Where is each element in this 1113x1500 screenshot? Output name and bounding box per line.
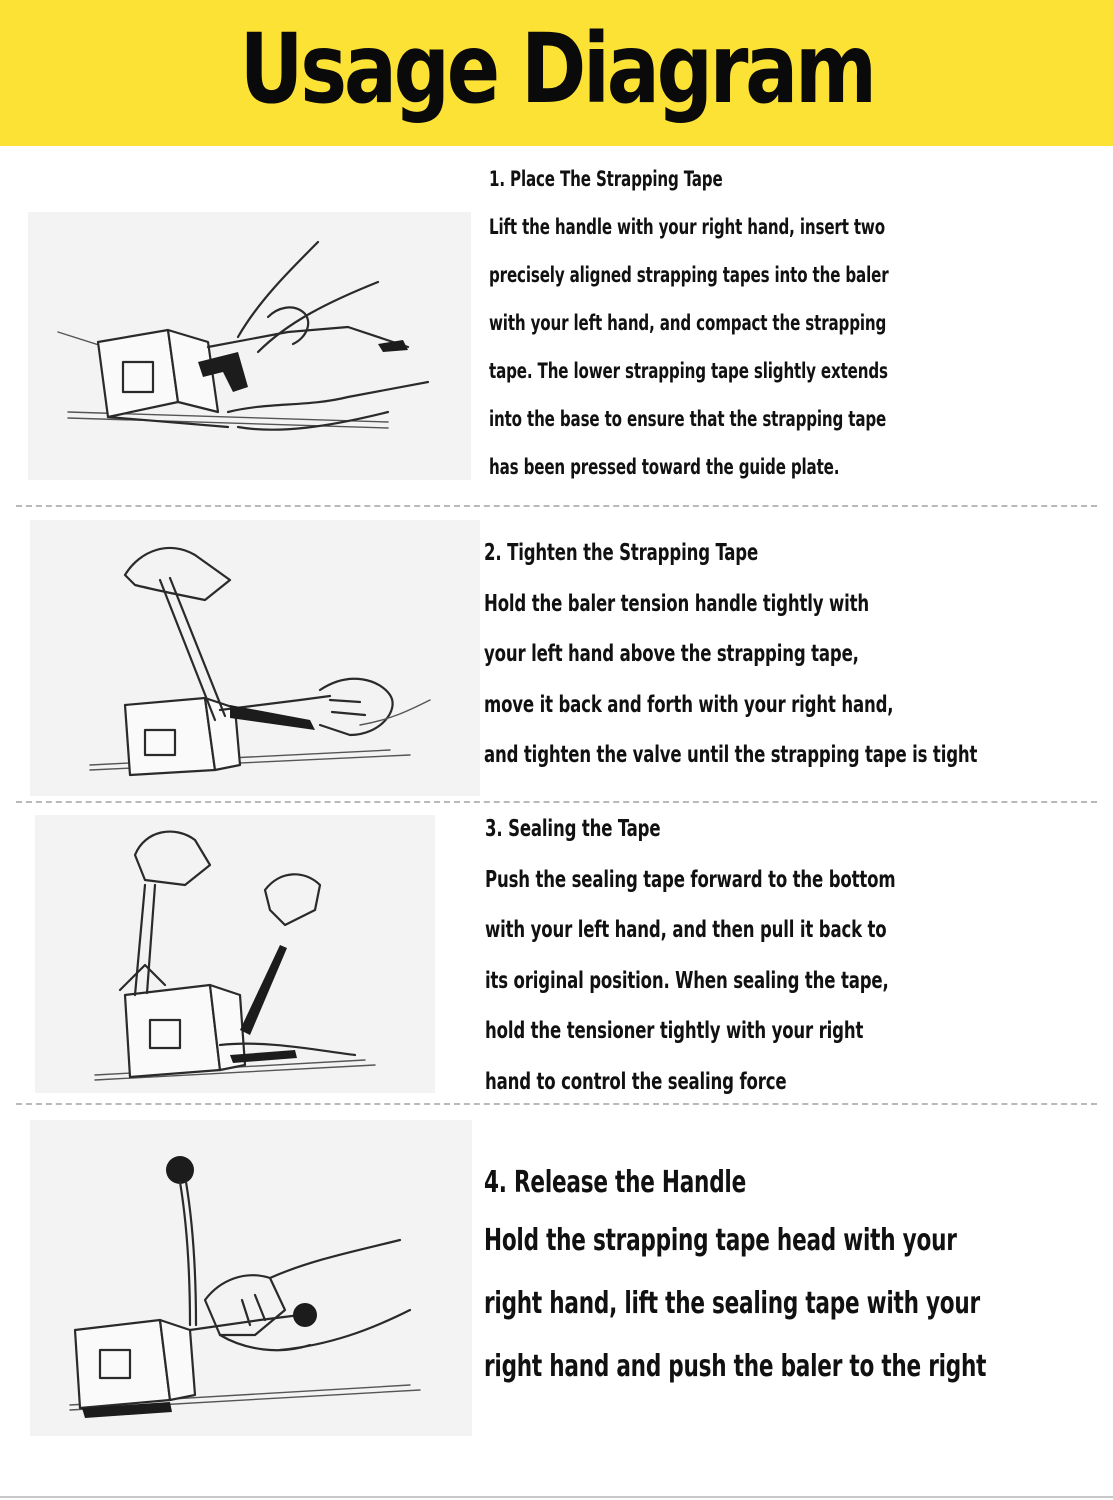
step-line: precisely aligned strapping tapes into the baler bbox=[489, 263, 889, 287]
divider bbox=[16, 1103, 1097, 1105]
step-line: its original position. When sealing the tape, bbox=[485, 967, 889, 994]
strapping-tool-icon bbox=[30, 520, 480, 796]
step-line: into the base to ensure that the strapping tape bbox=[489, 407, 887, 431]
step-line: your left hand above the strapping tape, bbox=[484, 641, 859, 667]
step-line: with your left hand, and compact the strapping bbox=[489, 311, 887, 335]
strapping-tool-icon bbox=[35, 815, 435, 1093]
step-title: 1. Place The Strapping Tape bbox=[489, 167, 723, 191]
step-line: has been pressed toward the guide plate. bbox=[489, 455, 840, 479]
divider bbox=[16, 801, 1097, 803]
step-4-text bbox=[484, 1160, 1112, 1407]
step-line: right hand and push the baler to the right bbox=[484, 1349, 987, 1384]
step-line: with your left hand, and then pull it back to bbox=[485, 917, 887, 943]
step-2-illustration bbox=[30, 520, 480, 796]
step-line: tape. The lower strapping tape slightly extends bbox=[489, 359, 888, 383]
step-line: Hold the baler tension handle tightly with bbox=[484, 590, 869, 617]
page-title: Usage Diagram bbox=[239, 13, 874, 125]
step-4-illustration bbox=[30, 1120, 472, 1436]
step-title: 4. Release the Handle bbox=[484, 1165, 746, 1200]
step-line: hold the tensioner tightly with your right bbox=[485, 1018, 864, 1044]
step-line: Lift the handle with your right hand, insert two bbox=[489, 215, 885, 239]
step-1-illustration bbox=[28, 212, 471, 480]
step-title: 3. Sealing the Tape bbox=[485, 816, 661, 842]
strapping-tool-icon bbox=[30, 1120, 472, 1436]
step-2-text bbox=[484, 536, 1101, 789]
bottom-border bbox=[0, 1496, 1113, 1498]
step-line: hand to control the sealing force bbox=[485, 1068, 787, 1095]
step-line: Hold the strapping tape head with your bbox=[484, 1223, 957, 1258]
divider bbox=[16, 505, 1097, 507]
step-3-text bbox=[485, 812, 998, 1115]
step-title: 2. Tighten the Strapping Tape bbox=[484, 540, 759, 566]
strapping-tool-icon bbox=[28, 212, 471, 480]
header-banner bbox=[0, 0, 1113, 146]
step-line: move it back and forth with your right hand, bbox=[484, 691, 894, 718]
step-line: Push the sealing tape forward to the bottom bbox=[485, 866, 896, 893]
step-line: and tighten the valve until the strapping tape is tight bbox=[484, 742, 978, 768]
step-line: right hand, lift the sealing tape with your bbox=[484, 1286, 980, 1321]
step-1-text bbox=[489, 163, 988, 499]
step-3-illustration bbox=[35, 815, 435, 1093]
